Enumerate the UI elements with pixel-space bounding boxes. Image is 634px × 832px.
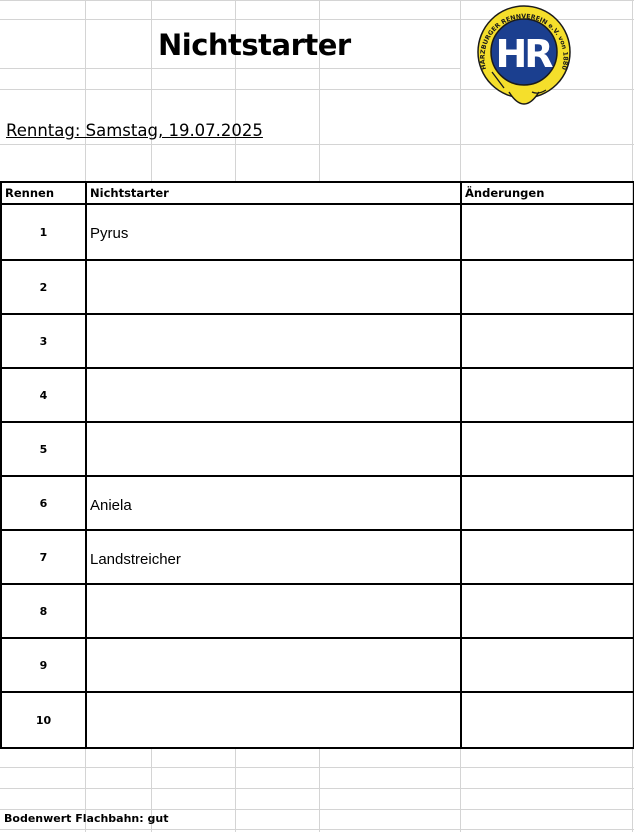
header-nichtstarter: Nichtstarter — [86, 182, 461, 204]
changes-cell[interactable] — [461, 692, 634, 748]
table-row — [1, 584, 634, 638]
changes-cell[interactable] — [461, 584, 634, 638]
gridline — [319, 748, 320, 832]
page-title: Nichtstarter — [158, 28, 351, 62]
race-number: 2 — [1, 260, 86, 314]
non-starter-cell[interactable] — [86, 638, 461, 692]
non-starter-cell[interactable]: Aniela — [86, 476, 461, 530]
changes-cell[interactable] — [461, 260, 634, 314]
changes-cell[interactable] — [461, 422, 634, 476]
changes-cell[interactable] — [461, 638, 634, 692]
gridline — [151, 0, 152, 181]
non-starter-cell[interactable] — [86, 422, 461, 476]
table-row — [1, 476, 634, 530]
non-starter-cell[interactable]: Pyrus — [86, 204, 461, 260]
race-number: 1 — [1, 204, 86, 260]
race-day-label: Renntag: Samstag, 19.07.2025 — [6, 121, 263, 140]
gridline — [460, 748, 461, 832]
gridline — [235, 748, 236, 832]
non-starter-cell[interactable] — [86, 368, 461, 422]
race-number: 6 — [1, 476, 86, 530]
changes-cell[interactable] — [461, 314, 634, 368]
table-row — [1, 314, 634, 368]
logo-letters: HR — [495, 32, 551, 76]
gridline — [0, 144, 634, 145]
race-number: 4 — [1, 368, 86, 422]
header-aenderungen: Änderungen — [461, 182, 634, 204]
changes-cell[interactable] — [461, 476, 634, 530]
changes-cell[interactable] — [461, 368, 634, 422]
race-number: 9 — [1, 638, 86, 692]
non-starter-cell[interactable] — [86, 314, 461, 368]
race-number: 5 — [1, 422, 86, 476]
table-header-row — [1, 182, 634, 204]
table-row — [1, 530, 634, 584]
non-starter-cell[interactable]: Landstreicher — [86, 530, 461, 584]
changes-cell[interactable] — [461, 530, 634, 584]
gridline — [0, 829, 634, 830]
gridline — [85, 0, 86, 181]
non-starter-cell[interactable] — [86, 584, 461, 638]
table-row — [1, 422, 634, 476]
table-row — [1, 204, 634, 260]
ground-condition: Bodenwert Flachbahn: gut — [4, 812, 169, 825]
race-number: 7 — [1, 530, 86, 584]
table-row — [1, 638, 634, 692]
gridline — [0, 767, 634, 768]
gridline — [0, 0, 634, 1]
table-row — [1, 692, 634, 748]
non-starter-cell[interactable] — [86, 692, 461, 748]
table-row — [1, 368, 634, 422]
race-number: 3 — [1, 314, 86, 368]
gridline — [0, 788, 634, 789]
non-starter-cell[interactable] — [86, 260, 461, 314]
logo-ring-text: HARZBURGER RENNVEREIN e.V. von 1880 — [479, 13, 569, 71]
hr-club-logo-icon — [474, 4, 574, 116]
nichtstarter-table — [0, 181, 634, 749]
gridline — [460, 0, 461, 181]
gridline — [0, 68, 460, 69]
table-row — [1, 260, 634, 314]
race-number: 8 — [1, 584, 86, 638]
gridline — [0, 809, 634, 810]
race-number: 10 — [1, 692, 86, 748]
changes-cell[interactable] — [461, 204, 634, 260]
header-rennen: Rennen — [1, 182, 86, 204]
